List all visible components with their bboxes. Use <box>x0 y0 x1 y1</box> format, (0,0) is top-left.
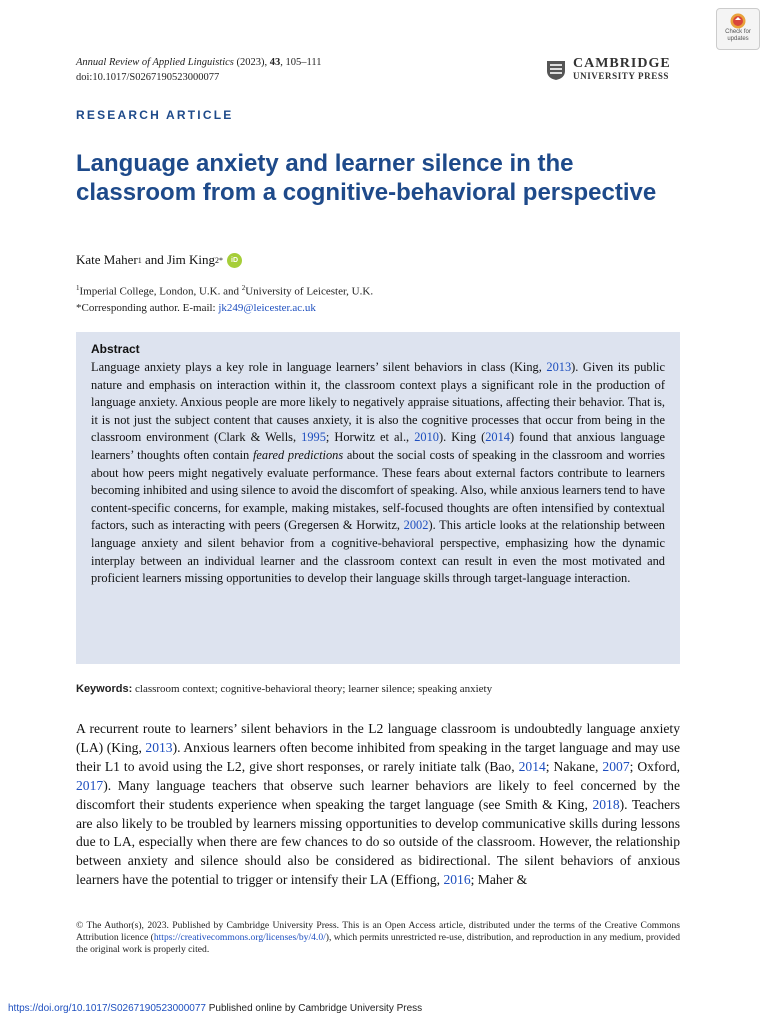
publisher-name: CAMBRIDGE <box>573 56 671 71</box>
orcid-icon[interactable]: iD <box>227 253 242 268</box>
abstract-segment: Language anxiety plays a key role in language learners’ silent behaviors in class (King, <box>91 360 547 374</box>
article-doi: doi:10.1017/S0267190523000077 <box>76 72 220 83</box>
body-segment: ). Many language teachers that observe such learner behaviors are likely to feel concerned by the discomfort their students experience when speaking the target language (see Smith & King, <box>76 777 680 812</box>
author-affiliation-mark: 1 <box>137 255 142 265</box>
doi-link[interactable]: https://doi.org/10.1017/S0267190523000077 <box>8 1003 206 1014</box>
affiliation: University of Leicester, U.K. <box>245 285 374 298</box>
published-online: Published online by Cambridge University Press <box>205 1003 423 1014</box>
journal-pages: , 105–111 <box>280 57 322 68</box>
article-title: Language anxiety and learner silence in the classroom from a cognitive-behavioral perspective <box>76 150 657 206</box>
copyright-segment: ), which permits unrestricted re-use, distribution, and reproduction in any medium, provided the original work is properly cited. <box>76 932 680 956</box>
abstract-segment: ). Given its public nature and emphasis on interaction within it, the classroom context plays a significant role in the production of language anxiety. Anxious people are more likely to negatively appraise situations, affecting their behavior. That is, it is not just the subject content that causes anxiety, it is also the cognitive processes that occur from being in the classroom environment (Clark & Wells, <box>91 360 665 445</box>
citation-link[interactable]: 2014 <box>518 758 546 774</box>
abstract-box <box>76 332 680 664</box>
citation-link[interactable]: 2014 <box>485 430 510 445</box>
author-list <box>76 252 242 268</box>
citation-link[interactable]: 2018 <box>592 796 620 812</box>
affiliation-mark: 2 <box>241 284 246 292</box>
citation-link[interactable]: 2010 <box>414 430 439 445</box>
page-footer <box>8 1003 422 1014</box>
license-link[interactable]: https://creativecommons.org/licenses/by/4.0/ <box>153 932 326 944</box>
body-segment: ). Teachers are also likely to be troubled by learners missing opportunities to develop communicative skills during lessons due to LA, especially when there are few chances to do so outside of the classroom. However, the relationship between anxiety and silence should also be considered as bidirectional. The silent behaviors of anxious learners have the potential to trigger or intensify their LA (Effiong, <box>76 796 680 888</box>
abstract-heading: Abstract <box>91 342 140 356</box>
email-link[interactable]: jk249@leicester.ac.uk <box>218 301 316 314</box>
journal-year: (2023), <box>233 57 270 68</box>
citation-link[interactable]: 2013 <box>546 360 572 374</box>
article-category: RESEARCH ARTICLE <box>76 108 234 122</box>
citation-link[interactable]: 1995 <box>301 430 326 445</box>
keywords-label: Keywords: <box>76 683 133 695</box>
citation-link[interactable]: 2007 <box>602 758 630 774</box>
cambridge-logo[interactable] <box>545 58 671 82</box>
affiliations <box>76 280 373 316</box>
journal-volume: 43 <box>269 57 281 68</box>
abstract-text <box>91 359 665 588</box>
body-paragraph <box>76 720 680 890</box>
body-segment: A recurrent route to learners’ silent behaviors in the L2 language classroom is undoubtedly language anxiety (LA) (King, <box>76 721 680 755</box>
citation-link[interactable]: 2016 <box>443 872 471 888</box>
copyright-notice <box>76 920 680 957</box>
author-conjunction: and <box>141 252 167 267</box>
keywords <box>76 683 492 695</box>
body-segment: ; Oxford, <box>629 758 681 774</box>
abstract-segment: ; Horwitz et al., <box>325 430 415 445</box>
abstract-segment: ). King ( <box>438 430 486 445</box>
citation-link[interactable]: 2013 <box>145 739 173 755</box>
abstract-segment: about the social costs of speaking in the classroom and worries about how peers might negatively evaluate performance. These fears about external factors contribute to learners becoming inhibited and using silence to avoid the discomfort of speaking. Also, while anxious learners tend to have content-specific concerns, for example, making mistakes, self-focused thoughts are often intensified by contextual factors, such as interacting with peers (Gregersen & Horwitz, <box>91 447 665 533</box>
copyright-segment: © The Author(s), 2023. Published by Cambridge University Press. This is an Open Access article, distributed under the terms of the Creative Commons Attribution licence ( <box>76 920 680 944</box>
check-updates-label-2: updates <box>727 35 749 42</box>
corresponding-label: *Corresponding author. E-mail: <box>76 301 219 314</box>
journal-name: Annual Review of Applied Linguistics <box>76 57 234 68</box>
body-segment: ). Anxious learners often become inhibited from speaking in the target language and may use their L1 to avoid using the L2, give short responses, or rarely initiate talk (Bao, <box>76 739 680 774</box>
cambridge-shield-icon <box>545 59 567 81</box>
abstract-segment: ). This article looks at the relationship between language anxiety and silent behavior from a cognitive-behavioral perspective, emphasizing how the dynamic interplay between an individual learner and the classroom context can result in even the most motivated and proficient learners missing opportunities to develop their language skills through target-language interaction. <box>91 518 666 586</box>
abstract-segment: ) found that anxious language learners’ thoughts often contain <box>91 430 666 462</box>
abstract-italic: feared predictions <box>252 447 344 462</box>
body-segment: ; Maher & <box>470 872 528 888</box>
check-updates-label: Check for <box>725 29 751 35</box>
check-updates-icon <box>730 13 746 29</box>
author-affiliation-mark: 2* <box>215 255 224 265</box>
affiliation: Imperial College, London, U.K. and <box>79 285 242 298</box>
citation-link[interactable]: 2017 <box>76 777 104 793</box>
journal-citation <box>76 55 321 85</box>
check-for-updates-button[interactable] <box>716 8 760 50</box>
affiliation-mark: 1 <box>76 284 80 292</box>
keywords-list: classroom context; cognitive-behavioral theory; learner silence; speaking anxiety <box>132 683 493 695</box>
body-segment: ; Nakane, <box>545 758 603 774</box>
citation-link[interactable]: 2002 <box>403 518 429 533</box>
publisher-subname: UNIVERSITY PRESS <box>573 71 670 81</box>
author-name[interactable]: Jim King <box>167 252 216 267</box>
author-name[interactable]: Kate Maher <box>76 252 138 267</box>
